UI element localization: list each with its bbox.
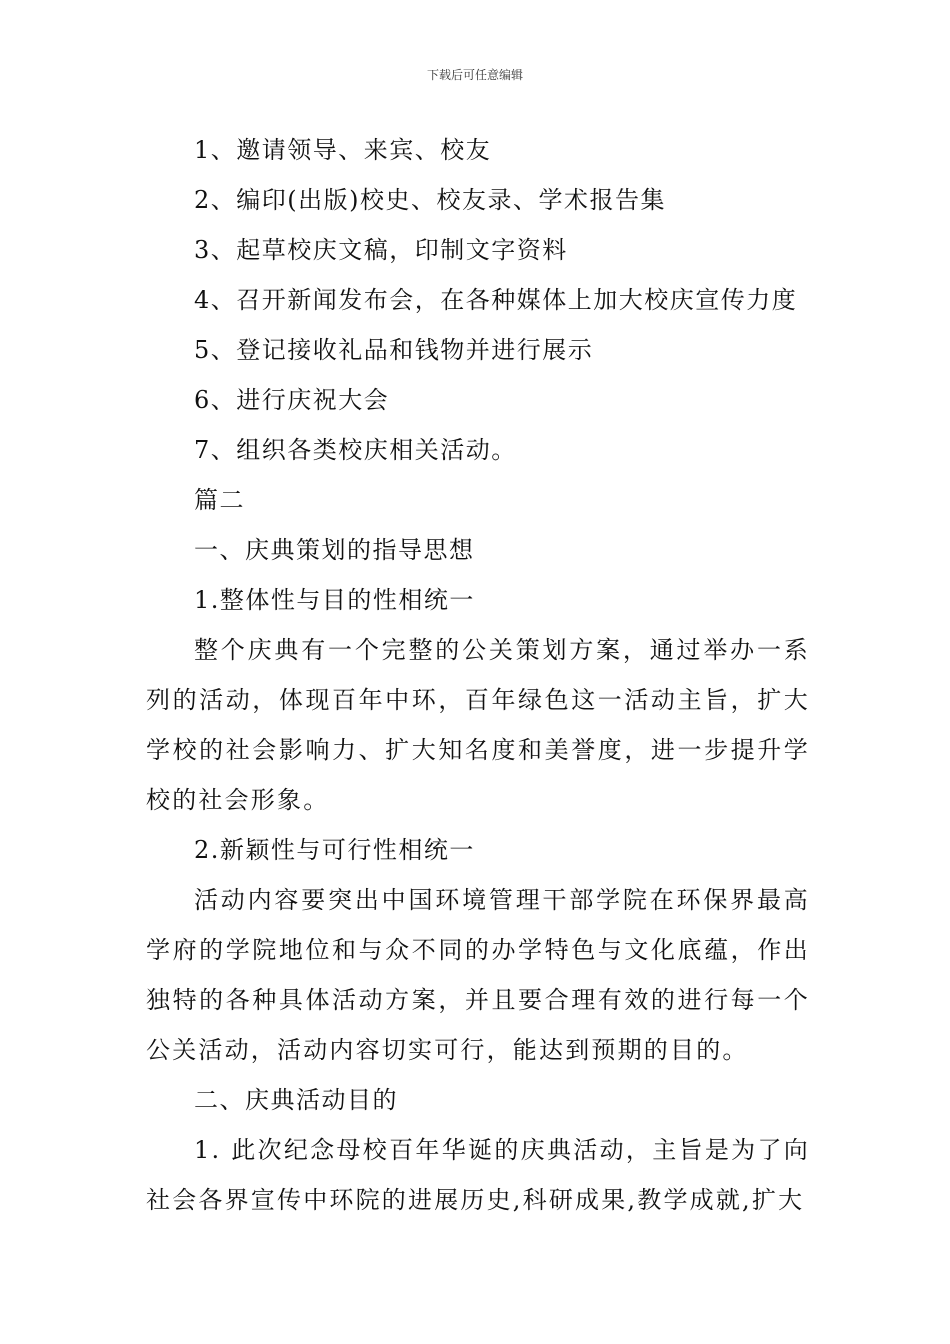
list-item: 2、编印(出版)校史、校友录、学术报告集 xyxy=(194,186,666,214)
list-item: 7、组织各类校庆相关活动。 xyxy=(194,436,517,464)
document-body xyxy=(146,125,810,1225)
list-item: 4、召开新闻发布会，在各种媒体上加大校庆宣传力度 xyxy=(194,286,798,314)
list-item: 3、起草校庆文稿，印制文字资料 xyxy=(194,236,568,264)
page-header: 下载后可任意编辑 xyxy=(426,68,523,82)
list-item: 5、登记接收礼品和钱物并进行展示 xyxy=(194,336,594,364)
paragraph-purpose: 1. 此次纪念母校百年华诞的庆典活动，主旨是为了向社会各界宣传中环院的进展历史,科研成果,教学成就,扩大 xyxy=(146,1136,810,1214)
section-title: 篇二 xyxy=(194,486,245,514)
subheading-integrity: 1.整体性与目的性相统一 xyxy=(194,586,475,614)
subheading-novelty: 2.新颖性与可行性相统一 xyxy=(194,836,475,864)
heading-guiding-ideas: 一、庆典策划的指导思想 xyxy=(194,536,475,564)
paragraph-novelty: 活动内容要突出中国环境管理干部学院在环保界最高学府的学院地位和与众不同的办学特色与文化底蕴，作出独特的各种具体活动方案，并且要合理有效的进行每一个公关活动，活动内容切实可行，能达到预期的目的。 xyxy=(146,886,810,1064)
paragraph-integrity: 整个庆典有一个完整的公关策划方案，通过举办一系列的活动，体现百年中环，百年绿色这一活动主旨，扩大学校的社会影响力、扩大知名度和美誉度，进一步提升学校的社会形象。 xyxy=(146,636,810,814)
list-item: 6、进行庆祝大会 xyxy=(194,386,390,414)
heading-event-purpose: 二、庆典活动目的 xyxy=(194,1086,398,1114)
list-item: 1、邀请领导、来宾、校友 xyxy=(194,136,492,164)
